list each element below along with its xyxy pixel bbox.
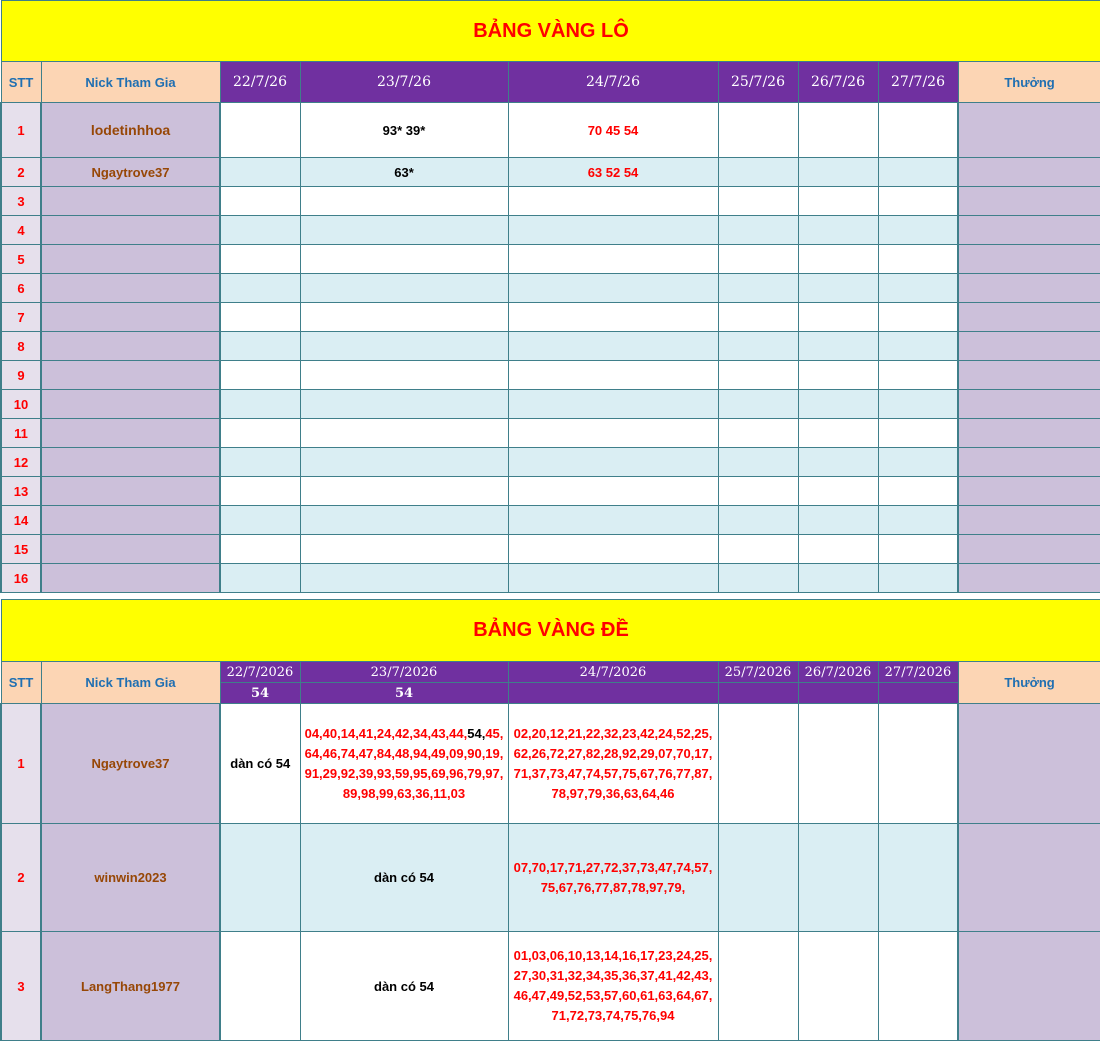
lo-nick-header: Nick Tham Gia (41, 62, 220, 103)
lo-nick (41, 477, 220, 506)
lo-pick (718, 103, 798, 158)
de-pick: 02,20,12,21,22,32,23,42,24,52,25,62,26,72,27,82,28,92,29,07,70,17,71,37,73,47,74,57,75,67,76,77,87,78,97,79,36,63,64,46 (508, 704, 718, 824)
de-pick (718, 704, 798, 824)
lo-reward (958, 390, 1100, 419)
lo-pick (718, 158, 798, 187)
lo-row (1, 419, 1100, 448)
lo-nick (41, 361, 220, 390)
de-date-header: 27/7/2026 (878, 662, 958, 683)
de-reward (958, 704, 1100, 824)
de-reward (958, 824, 1100, 932)
lo-row (1, 361, 1100, 390)
lo-stt: 15 (1, 535, 41, 564)
de-pick: 01,03,06,10,13,14,16,17,23,24,25,27,30,31,32,34,35,36,37,41,42,43,46,47,49,52,53,57,60,61,63,64,67,71,72,73,74,75,76,94 (508, 932, 718, 1041)
lo-pick (220, 158, 300, 187)
de-date-header: 22/7/2026 (220, 662, 300, 683)
lo-nick: lodetinhhoa (41, 103, 220, 158)
lo-stt: 16 (1, 564, 41, 593)
lo-row (1, 506, 1100, 535)
de-pick (718, 932, 798, 1041)
lo-pick: 93* 39* (300, 103, 508, 158)
lo-stt: 7 (1, 303, 41, 332)
lo-nick: Ngaytrove37 (41, 158, 220, 187)
lo-row (1, 535, 1100, 564)
lo-stt: 3 (1, 187, 41, 216)
de-pick (798, 932, 878, 1041)
lo-reward (958, 535, 1100, 564)
de-pick (878, 932, 958, 1041)
de-date-header: 25/7/2026 (718, 662, 798, 683)
lo-reward (958, 216, 1100, 245)
de-pick: dàn có 54 (220, 704, 300, 824)
lo-reward (958, 158, 1100, 187)
lo-pick: 63 52 54 (508, 158, 718, 187)
lo-pick: 70 45 54 (508, 103, 718, 158)
lo-date-header: 23/7/26 (300, 62, 508, 103)
lo-reward (958, 506, 1100, 535)
de-stt: 3 (1, 932, 41, 1041)
de-pick (300, 704, 508, 824)
lo-stt: 13 (1, 477, 41, 506)
lo-title: BẢNG VÀNG LÔ (1, 1, 1100, 62)
lo-row (1, 448, 1100, 477)
lo-reward (958, 361, 1100, 390)
de-pick (220, 824, 300, 932)
lo-row (1, 158, 1100, 187)
lo-row (1, 390, 1100, 419)
lo-stt: 12 (1, 448, 41, 477)
lo-date-header: 25/7/26 (718, 62, 798, 103)
lo-date-header: 24/7/26 (508, 62, 718, 103)
de-date-header: 23/7/2026 (300, 662, 508, 683)
lo-date-header: 27/7/26 (878, 62, 958, 103)
de-pick (798, 824, 878, 932)
lo-stt: 8 (1, 332, 41, 361)
lo-stt-header: STT (1, 62, 41, 103)
de-nick: winwin2023 (41, 824, 220, 932)
de-pick-part: 45,64,46,74,47,84,48,94,49,09,90,19,91,29,92,39,93,59,95,69,96,79,97,89,98,99,63,36,11,03 (304, 725, 504, 801)
lo-pick: 63* (300, 158, 508, 187)
lo-reward (958, 245, 1100, 274)
lo-stt: 4 (1, 216, 41, 245)
lo-stt: 2 (1, 158, 41, 187)
de-title: BẢNG VÀNG ĐỀ (1, 600, 1100, 662)
de-pick: dàn có 54 (300, 824, 508, 932)
de-result (798, 683, 878, 704)
lo-row (1, 245, 1100, 274)
de-pick (878, 824, 958, 932)
de-date-header: 24/7/2026 (508, 662, 718, 683)
lo-nick (41, 332, 220, 361)
lo-pick (878, 158, 958, 187)
lo-stt: 9 (1, 361, 41, 390)
lo-row (1, 274, 1100, 303)
de-pick-hit: 54, (467, 725, 486, 741)
lo-nick (41, 187, 220, 216)
lo-row (1, 564, 1100, 593)
lo-stt: 11 (1, 419, 41, 448)
de-nick: LangThang1977 (41, 932, 220, 1041)
lo-reward (958, 332, 1100, 361)
lo-stt: 6 (1, 274, 41, 303)
de-row (1, 704, 1100, 824)
de-table (0, 599, 1100, 1041)
de-pick (220, 932, 300, 1041)
de-reward (958, 932, 1100, 1041)
lo-reward (958, 187, 1100, 216)
lo-reward (958, 477, 1100, 506)
lo-pick (798, 103, 878, 158)
lo-reward (958, 564, 1100, 593)
de-pick: 07,70,17,71,27,72,37,73,47,74,57,75,67,76,77,87,78,97,79, (508, 824, 718, 932)
lo-date-header: 26/7/26 (798, 62, 878, 103)
de-pick (718, 824, 798, 932)
lo-row (1, 303, 1100, 332)
de-pick: dàn có 54 (300, 932, 508, 1041)
lo-reward (958, 303, 1100, 332)
lo-row (1, 477, 1100, 506)
lo-row (1, 103, 1100, 158)
de-pick (878, 704, 958, 824)
de-nick: Ngaytrove37 (41, 704, 220, 824)
de-stt-header: STT (1, 662, 41, 704)
lo-nick (41, 390, 220, 419)
lo-nick (41, 535, 220, 564)
de-stt: 1 (1, 704, 41, 824)
lo-nick (41, 303, 220, 332)
de-pick-part: 04,40,14,41,24,42,34,43,44, (304, 725, 468, 741)
lo-pick (878, 103, 958, 158)
de-stt: 2 (1, 824, 41, 932)
lo-nick (41, 564, 220, 593)
de-result (508, 683, 718, 704)
lo-row (1, 187, 1100, 216)
lo-reward (958, 274, 1100, 303)
lo-stt: 10 (1, 390, 41, 419)
lo-nick (41, 245, 220, 274)
lo-date-header: 22/7/26 (220, 62, 300, 103)
lo-stt: 5 (1, 245, 41, 274)
de-result: 54 (220, 683, 300, 704)
de-row (1, 824, 1100, 932)
de-result (718, 683, 798, 704)
de-result: 54 (300, 683, 508, 704)
lo-row (1, 216, 1100, 245)
de-reward-header: Thưởng (958, 662, 1100, 704)
lo-reward (958, 448, 1100, 477)
de-nick-header: Nick Tham Gia (41, 662, 220, 704)
de-row (1, 932, 1100, 1041)
lo-reward (958, 419, 1100, 448)
lo-nick (41, 216, 220, 245)
de-pick (798, 704, 878, 824)
lo-nick (41, 448, 220, 477)
lo-row (1, 332, 1100, 361)
lo-pick (220, 103, 300, 158)
lo-stt: 1 (1, 103, 41, 158)
lo-nick (41, 274, 220, 303)
de-date-header: 26/7/2026 (798, 662, 878, 683)
lo-reward-header: Thưởng (958, 62, 1100, 103)
lo-pick (798, 158, 878, 187)
lo-nick (41, 506, 220, 535)
lo-reward (958, 103, 1100, 158)
lo-stt: 14 (1, 506, 41, 535)
lo-nick (41, 419, 220, 448)
de-result (878, 683, 958, 704)
